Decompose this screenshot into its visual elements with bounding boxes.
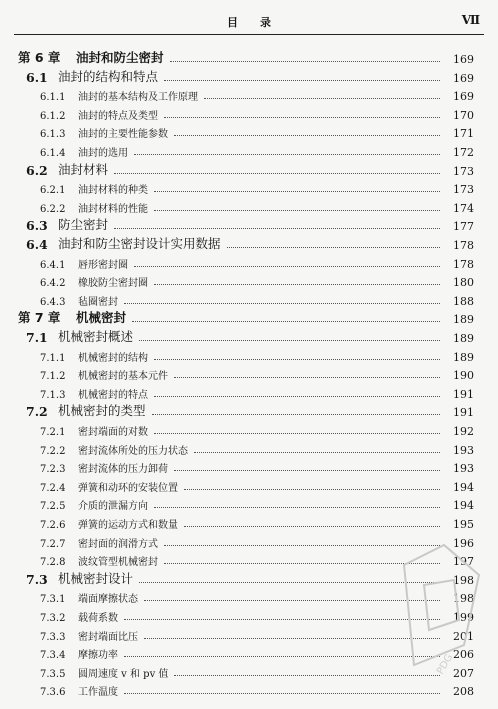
dot-leader <box>139 340 440 341</box>
toc-entry-level-1[interactable] <box>0 306 498 326</box>
toc-entry-page: 190 <box>453 369 474 383</box>
toc-entry-page: 178 <box>453 257 474 271</box>
toc-entry-level-3[interactable] <box>0 120 498 140</box>
toc-entry-level-3[interactable] <box>0 362 498 382</box>
toc-entry-page: 208 <box>453 685 474 699</box>
dot-leader <box>154 284 440 285</box>
dot-leader <box>174 470 440 471</box>
toc-entry-level-3[interactable] <box>0 344 498 364</box>
dot-leader <box>174 675 440 676</box>
toc-entry-level-3[interactable] <box>0 585 498 605</box>
toc-entry-level-3[interactable] <box>0 623 498 643</box>
toc-entry-number: 6.2.1 <box>40 185 66 197</box>
toc-entry-level-3[interactable] <box>0 381 498 401</box>
dot-leader <box>132 321 440 322</box>
toc-entry-number: 7.3.5 <box>40 668 66 680</box>
dot-leader <box>124 303 440 304</box>
toc-entry-title: 机械密封 <box>76 310 127 326</box>
toc-entry-page: 169 <box>453 53 474 66</box>
toc-entry-page: 191 <box>453 387 474 401</box>
toc-entry-level-3[interactable] <box>0 83 498 103</box>
dot-leader <box>227 247 440 248</box>
toc-entry-page: 174 <box>453 201 474 215</box>
toc-entry-number: 7.3.6 <box>40 687 66 699</box>
toc-entry-number: 7.2.7 <box>40 538 66 550</box>
toc-entry-number: 6.1 <box>26 69 48 85</box>
toc-entry-title: 密封面的润滑方式 <box>78 538 158 550</box>
toc-entry-level-3[interactable] <box>0 530 498 550</box>
toc-entry-level-3[interactable] <box>0 176 498 196</box>
toc-entry-level-3[interactable] <box>0 511 498 531</box>
toc-entry-title: 机械密封概述 <box>58 329 134 344</box>
toc-entry-title: 油封材料 <box>58 161 109 177</box>
toc-entry-level-1[interactable] <box>0 46 498 66</box>
toc-entry-level-3[interactable] <box>0 455 498 475</box>
toc-entry-title: 机械密封的类型 <box>58 403 146 419</box>
toc-entry-title: 橡胶防尘密封圈 <box>78 278 148 290</box>
dot-leader <box>164 117 440 118</box>
dot-leader <box>170 61 440 62</box>
toc-entry-page: 169 <box>453 90 474 104</box>
dot-leader <box>134 154 440 155</box>
toc-entry-title: 密封端面的对数 <box>78 427 148 438</box>
toc-entry-level-2[interactable] <box>0 158 498 178</box>
toc-entry-page: 198 <box>453 592 474 606</box>
toc-entry-number: 6.1.3 <box>40 129 66 141</box>
toc-entry-title: 介质的泄漏方向 <box>78 501 148 513</box>
toc-entry-number: 7.2 <box>26 404 48 420</box>
toc-entry-title: 端面摩擦状态 <box>78 594 138 606</box>
toc-entry-level-3[interactable] <box>0 251 498 271</box>
toc-entry-title: 防尘密封 <box>58 217 109 233</box>
toc-entry-page: 196 <box>453 536 474 550</box>
toc-entry-page: 169 <box>453 71 474 85</box>
toc-entry-level-3[interactable] <box>0 678 498 698</box>
toc-entry-number: 7.2.5 <box>40 501 66 513</box>
toc-entry-title: 机械密封设计 <box>58 570 134 586</box>
toc-entry-page: 189 <box>453 313 474 327</box>
toc-entry-page: 206 <box>453 648 474 662</box>
toc-entry-level-3[interactable] <box>0 437 498 457</box>
toc-entry-page: 193 <box>453 462 474 476</box>
toc-entry-page: 193 <box>453 443 474 457</box>
toc-entry-level-3[interactable] <box>0 604 498 624</box>
dot-leader <box>164 80 440 81</box>
toc-entry-title: 油封的结构和特点 <box>58 68 159 84</box>
dot-leader <box>204 98 440 99</box>
dot-leader <box>154 433 440 434</box>
toc-entry-level-2[interactable] <box>0 65 498 85</box>
dot-leader <box>114 173 440 174</box>
toc-entry-level-2[interactable] <box>0 213 498 233</box>
toc-entry-title: 弹簧和动环的安装位置 <box>78 482 178 494</box>
toc-entry-number: 7.2.3 <box>40 464 66 476</box>
toc-entry-title: 毡圈密封 <box>78 296 118 308</box>
dot-leader <box>134 266 440 267</box>
toc-entry-level-3[interactable] <box>0 418 498 438</box>
toc-entry-title: 机械密封的基本元件 <box>78 371 168 383</box>
dot-leader <box>114 228 440 229</box>
toc-entry-page: 177 <box>453 220 474 234</box>
toc-entry-title: 密封流体所处的压力状态 <box>78 445 188 457</box>
dot-leader <box>154 210 440 211</box>
dot-leader <box>154 507 440 508</box>
toc-entry-page: 178 <box>453 239 474 252</box>
toc-entry-title: 机械密封的结构 <box>78 352 148 364</box>
toc-entry-title: 油封的选用 <box>78 148 128 159</box>
toc-entry-number: 6.4.1 <box>40 259 66 271</box>
toc-entry-number: 6.2 <box>26 162 48 178</box>
dot-leader <box>194 452 440 453</box>
toc-entry-number: 7.2.8 <box>40 557 66 569</box>
toc-entry-page: 207 <box>453 666 474 680</box>
toc-entry-page: 194 <box>453 480 474 494</box>
toc-entry-number: 6.1.4 <box>40 148 66 159</box>
dot-leader <box>144 600 440 601</box>
toc-entry-page: 189 <box>453 350 474 364</box>
toc-entry-title: 油封和防尘密封 <box>76 50 164 65</box>
dot-leader <box>124 693 440 694</box>
toc-entry-title: 工作温度 <box>78 687 118 699</box>
toc-entry-page: 189 <box>453 332 474 345</box>
toc-entry-level-2[interactable] <box>0 399 498 419</box>
toc-entry-number: 7.1.2 <box>40 371 66 383</box>
dot-leader <box>124 619 440 620</box>
toc-entry-page: 192 <box>453 425 474 438</box>
toc-entry-page: 198 <box>453 573 474 587</box>
toc-entry-level-3[interactable] <box>0 195 498 215</box>
toc-entry-number: 6.4 <box>26 237 48 252</box>
toc-entry-title: 唇形密封圈 <box>78 259 128 271</box>
dot-leader <box>174 377 440 378</box>
page-header <box>14 6 484 35</box>
dot-leader <box>154 359 440 360</box>
toc-entry-number: 7.2.1 <box>40 427 66 438</box>
toc-entry-number: 6.3 <box>26 218 48 234</box>
toc-entry-page: 173 <box>453 164 474 178</box>
dot-leader <box>144 638 440 639</box>
toc-entry-number: 7.2.6 <box>40 520 66 531</box>
toc-entry-title: 机械密封的特点 <box>78 389 148 401</box>
toc-entry-page: 201 <box>453 629 474 643</box>
dot-leader <box>164 545 440 546</box>
toc-entry-number: 7.2.2 <box>40 445 66 457</box>
toc-entry-level-3[interactable] <box>0 641 498 661</box>
dot-leader <box>154 191 440 192</box>
dot-leader <box>174 135 440 136</box>
toc-entry-title: 圆周速度 v 和 pv 值 <box>78 668 169 680</box>
toc-entry-level-3[interactable] <box>0 139 498 159</box>
toc-entry-title: 摩擦功率 <box>78 650 118 662</box>
dot-leader <box>154 396 440 397</box>
toc-entry-level-3[interactable] <box>0 492 498 512</box>
toc-entry-number: 6.1.2 <box>40 110 66 122</box>
toc-entry-title: 载荷系数 <box>78 613 118 624</box>
toc-entry-page: 188 <box>453 294 474 308</box>
toc-entry-title: 油封材料的种类 <box>78 185 148 197</box>
dot-leader <box>124 656 440 657</box>
toc-entry-title: 油封材料的性能 <box>78 203 148 215</box>
toc-entry-number: 6.4.3 <box>40 296 66 308</box>
toc-entry-number: 第 6 章 <box>18 50 61 65</box>
toc-entry-level-3[interactable] <box>0 660 498 680</box>
toc-entry-level-3[interactable] <box>0 288 498 308</box>
toc-entry-title: 油封的基本结构及工作原理 <box>78 92 198 104</box>
toc-entry-title: 油封的特点及类型 <box>78 110 158 122</box>
header-title: 目 录 <box>227 16 271 29</box>
toc-entry-number: 6.4.2 <box>40 278 66 290</box>
toc-entry-page: 199 <box>453 611 474 624</box>
toc-entry-level-3[interactable] <box>0 474 498 494</box>
toc-entry-level-2[interactable] <box>0 325 498 345</box>
dot-leader <box>184 489 440 490</box>
toc-entry-number: 7.1 <box>26 330 48 345</box>
dot-leader <box>164 563 440 564</box>
toc-entry-number: 第 7 章 <box>18 310 61 326</box>
dot-leader <box>184 526 440 527</box>
toc-entry-page: 172 <box>453 146 474 159</box>
toc-entry-number: 7.3 <box>26 571 48 587</box>
svg-text:PDG: PDG <box>435 652 456 677</box>
toc-entry-page: 194 <box>453 499 474 513</box>
toc-entry-title: 密封流体的压力卸荷 <box>78 464 168 476</box>
toc-entry-page: 171 <box>453 127 474 141</box>
toc-entry-number: 7.3.2 <box>40 613 66 624</box>
toc-entry-number: 7.1.3 <box>40 389 66 401</box>
toc-entry-number: 7.1.1 <box>40 352 66 364</box>
toc-entry-page: 191 <box>453 406 474 420</box>
toc-entry-number: 7.2.4 <box>40 482 66 494</box>
toc-entry-title: 波纹管型机械密封 <box>78 557 158 569</box>
toc-entry-page: 197 <box>453 555 474 569</box>
toc-entry-title: 油封和防尘密封设计实用数据 <box>58 236 221 251</box>
toc-entry-page: 173 <box>453 183 474 197</box>
toc-entry-number: 7.3.4 <box>40 650 66 662</box>
toc-entry-level-3[interactable] <box>0 269 498 289</box>
toc-entry-title: 弹簧的运动方式和数量 <box>78 520 178 531</box>
toc-entry-number: 7.3.3 <box>40 631 66 643</box>
toc-entry-level-2[interactable] <box>0 232 498 252</box>
toc-entry-level-3[interactable] <box>0 102 498 122</box>
dot-leader <box>139 582 440 583</box>
toc-entry-page: 170 <box>453 108 474 122</box>
header-page-number: Ⅶ <box>461 13 480 27</box>
toc-entry-title: 密封端面比压 <box>78 631 138 643</box>
toc-entry-number: 6.2.2 <box>40 203 66 215</box>
toc-entry-level-3[interactable] <box>0 548 498 568</box>
toc-entry-level-2[interactable] <box>0 567 498 587</box>
toc-entry-page: 180 <box>453 276 474 290</box>
toc-entry-number: 7.3.1 <box>40 594 66 606</box>
toc-entry-title: 油封的主要性能参数 <box>78 129 168 141</box>
toc-entry-number: 6.1.1 <box>40 92 66 104</box>
dot-leader <box>152 414 440 415</box>
toc-entry-page: 195 <box>453 518 474 531</box>
